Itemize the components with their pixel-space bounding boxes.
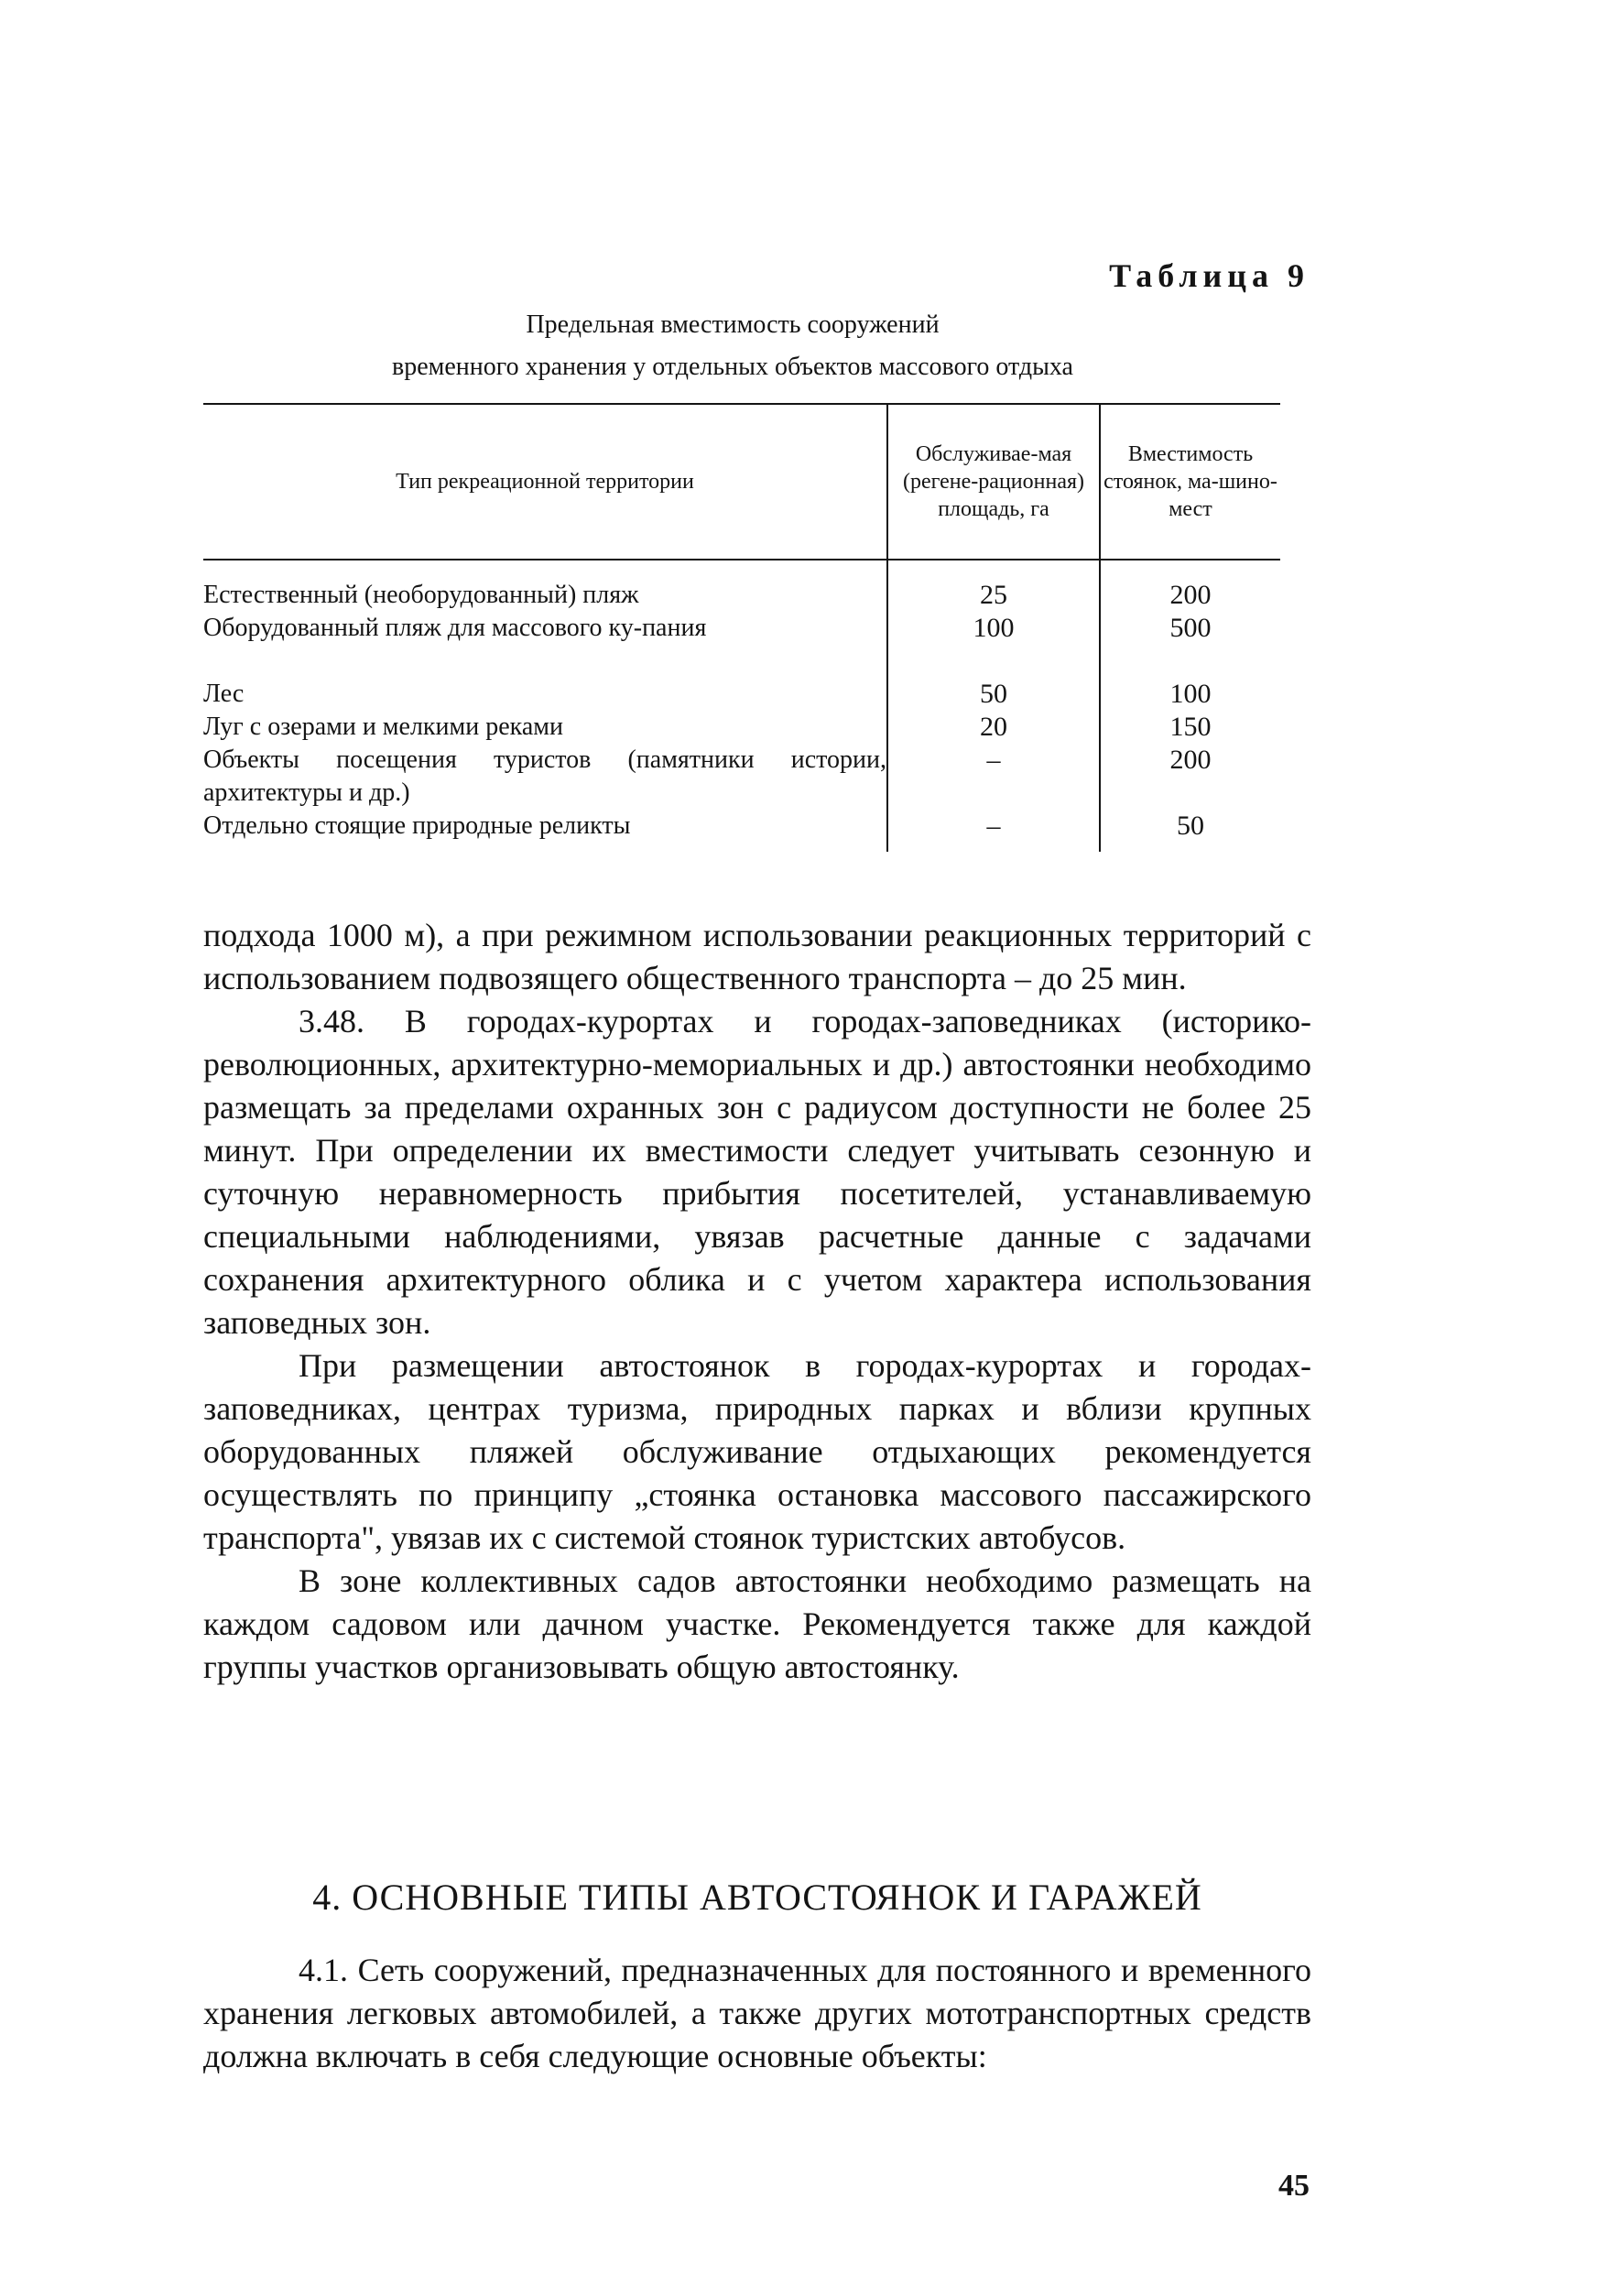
- table-cell-area: 100: [973, 613, 1015, 643]
- table-cell-type: Луг с озерами и мелкими реками: [203, 713, 563, 741]
- table-cell-type: Оборудованный пляж для массового ку-пания: [203, 614, 707, 642]
- capacity-table: [203, 403, 1280, 852]
- table-cell-area: 25: [980, 580, 1007, 610]
- table-cell-capacity: 200: [1169, 745, 1212, 775]
- table-cell-capacity: 50: [1177, 811, 1204, 841]
- table-body: [203, 560, 1280, 852]
- table-cell-area: 20: [980, 712, 1007, 742]
- header-service-area: Обслуживае-мая (регене-рационная) площадь, га: [886, 405, 1101, 559]
- table-cell-type: Естественный (необорудованный) пляж: [203, 581, 639, 609]
- table-cell-area: –: [986, 745, 1001, 775]
- table-title-line: временного хранения у отдельных объектов массового отдыха: [392, 353, 1073, 381]
- paragraph-gardens: В зоне коллективных садов автостоянки необходимо размещать на каждом садовом или дачном участке. Рекомендуется также для каждой группы участков организовывать общую автостоянку.: [203, 1562, 1311, 1685]
- paragraph-continuation: подхода 1000 м), а при режимном использовании реакционных территорий с использованием подвозящего общественного транспорта – до 25 мин.: [203, 917, 1311, 996]
- table-number: Таблица 9: [1109, 257, 1310, 294]
- paragraph-3-48: 3.48. В городах-курортах и городах-заповедниках (историко-революционных, архитектурно-мемориальных и др.) автостоянки необходимо размещать за пределами охранных зон с радиусом доступности не более 25 минут. При определении их вместимости следует учитывать сезонную и суточную неравномерность прибытия посетителей, устанавливаемую специальными наблюдениями, увязав расчетные данные с задачами сохранения архитектурного облика и с учетом характера использования заповедных зон.: [203, 1003, 1311, 1341]
- body-text-section-4: [203, 1949, 1311, 2078]
- table-header-row: [203, 405, 1280, 559]
- table-cell-type: Отдельно стоящие природные реликты: [203, 811, 631, 840]
- table-cell-capacity: 100: [1169, 679, 1212, 709]
- table-cell-area: –: [986, 811, 1001, 841]
- paragraph-resorts: При размещении автостоянок в городах-курортах и городах-заповедниках, центрах туризма, природных парках и вблизи крупных оборудованных пляжей обслуживание отдыхающих рекомендуется осуществлять по принципу „стоянка остановка массового пассажирского транспорта", увязав их с системой стоянок туристских автобусов.: [203, 1347, 1311, 1556]
- service-area-column: [886, 560, 1101, 852]
- header-parking-capacity: Вместимость стоянок, ма-шино-мест: [1103, 442, 1277, 521]
- table-cell-type: Объекты посещения туристов (памятники истории, архитектуры и др.): [203, 745, 886, 807]
- section-heading: 4. ОСНОВНЫЕ ТИПЫ АВТОСТОЯНОК И ГАРАЖЕЙ: [312, 1877, 1202, 1918]
- table-title-line: Предельная вместимость сооружений: [526, 310, 940, 339]
- table-cell-capacity: 150: [1169, 712, 1212, 742]
- header-territory-type: Тип рекреационной территории: [396, 470, 694, 494]
- table-cell-area: 50: [980, 679, 1007, 709]
- paragraph-4-1: 4.1. Сеть сооружений, предназначенных для постоянного и временного хранения легковых автомобилей, а также других мототранспортных средств должна включать в себя следующие основные объекты:: [203, 1952, 1311, 2074]
- table-title: [183, 304, 1282, 388]
- parking-capacity-column: [1101, 560, 1280, 852]
- table-cell-capacity: 200: [1169, 580, 1212, 610]
- territory-type-column: [203, 560, 886, 852]
- table-cell-type: Лес: [203, 680, 245, 708]
- table-cell-capacity: 500: [1169, 613, 1212, 643]
- body-text: [203, 914, 1311, 1689]
- page-number: 45: [1278, 2169, 1310, 2203]
